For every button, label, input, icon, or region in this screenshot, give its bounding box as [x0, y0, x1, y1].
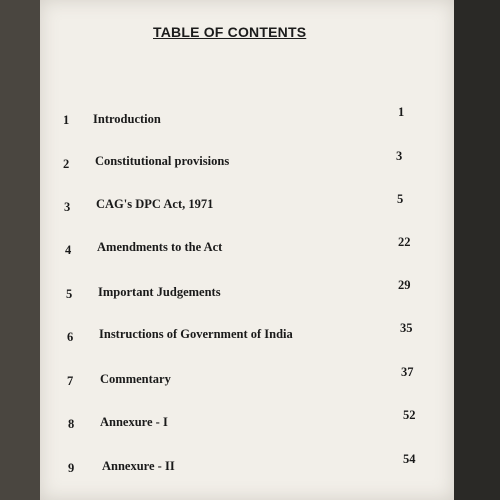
entry-9-label: Annexure - II: [102, 459, 175, 473]
entry-9-page: 54: [403, 452, 416, 466]
entry-5-label: Important Judgements: [98, 285, 221, 299]
entry-2-page: 3: [396, 149, 403, 163]
entry-1-label: Introduction: [93, 112, 161, 126]
entry-8-number: 8: [68, 417, 75, 431]
entry-5-number: 5: [66, 287, 73, 301]
entry-3-page: 5: [397, 192, 404, 206]
entry-7-page: 37: [401, 365, 414, 379]
entry-5-page: 29: [398, 278, 411, 292]
entry-7-label: Commentary: [100, 372, 171, 386]
entry-3-number: 3: [64, 200, 71, 214]
entry-1-number: 1: [63, 113, 70, 127]
entry-4-page: 22: [398, 235, 411, 249]
background-left: [0, 0, 40, 500]
entry-6-label: Instructions of Government of India: [99, 327, 293, 341]
entry-8-page: 52: [403, 408, 416, 422]
entry-3-label: CAG's DPC Act, 1971: [96, 197, 214, 211]
entry-9-number: 9: [68, 461, 75, 475]
entry-7-number: 7: [67, 374, 74, 388]
entry-6-page: 35: [400, 321, 413, 335]
toc-title: TABLE OF CONTENTS: [153, 24, 307, 40]
entry-8-label: Annexure - I: [100, 415, 168, 429]
entry-1-page: 1: [398, 105, 405, 119]
entry-4-label: Amendments to the Act: [97, 240, 223, 254]
entry-2-label: Constitutional provisions: [95, 154, 230, 168]
entry-2-number: 2: [63, 157, 70, 171]
entry-6-number: 6: [67, 330, 74, 344]
background-right: [454, 0, 500, 500]
entry-4-number: 4: [65, 243, 72, 257]
